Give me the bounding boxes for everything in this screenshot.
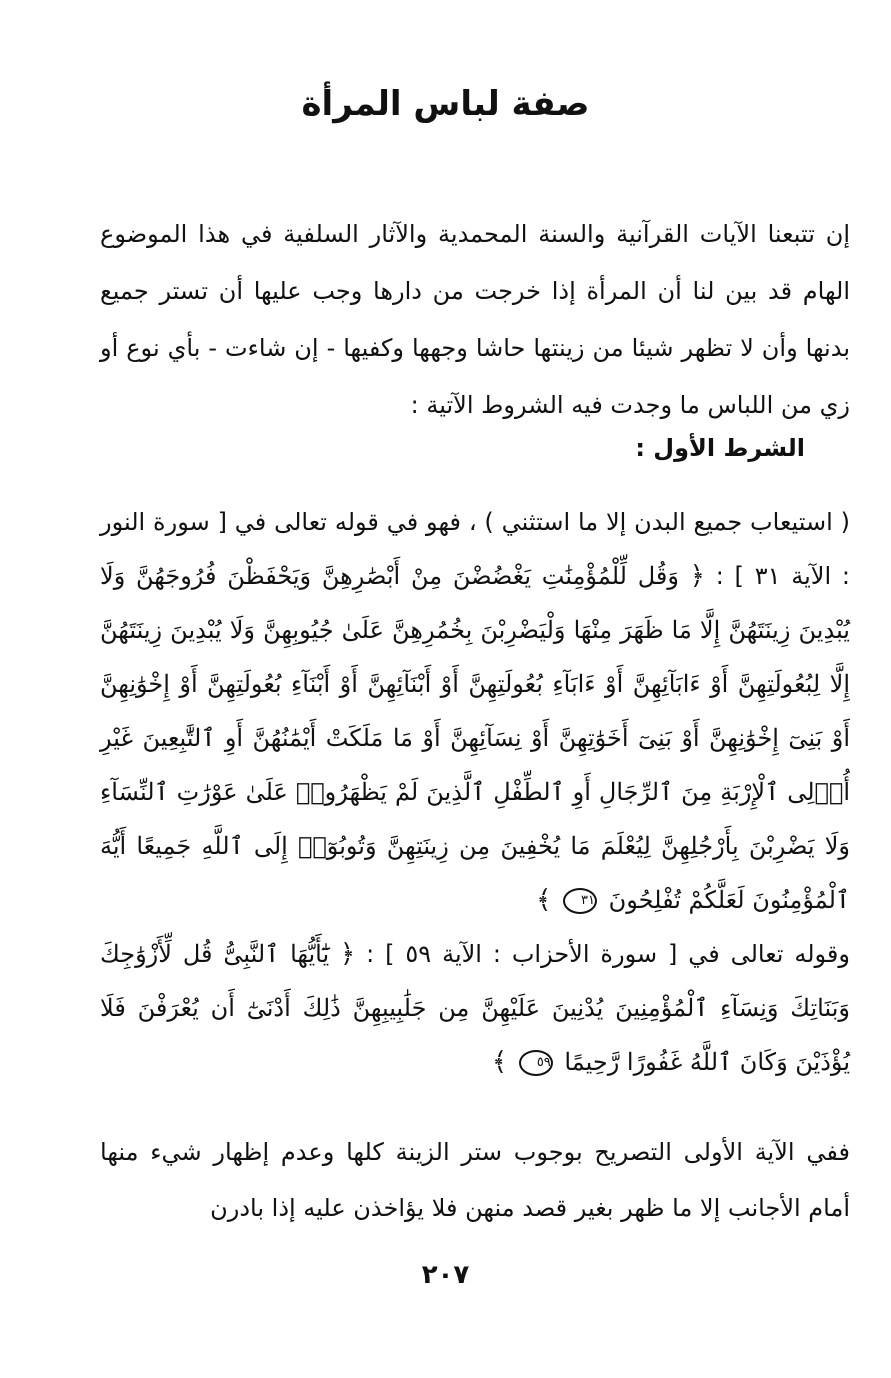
verse2-close-bracket: ﴾ [491, 1047, 508, 1077]
verse2-intro: وقوله تعالى في [ سورة الأحزاب : الآية ٥٩ ] : [366, 940, 850, 968]
verse-open-bracket: ﴿ [689, 561, 705, 591]
verse-an-nur-31: وَقُل لِّلْمُؤْمِنَٰتِ يَغْضُضْنَ مِنْ أَبْصَٰرِهِنَّ وَيَحْفَظْنَ فُرُوجَهُنَّ وَلَا يُبْدِينَ زِينَتَهُنَّ إِلَّا مَا ظَهَرَ مِنْهَا وَلْيَضْرِبْنَ بِخُمُرِهِنَّ عَلَىٰ جُيُوبِهِنَّ وَلَا يُبْدِينَ زِينَتَهُنَّ إِلَّا لِبُعُولَتِهِنَّ أَوْ ءَابَآئِهِنَّ أَوْ ءَابَآءِ بُعُولَتِهِنَّ أَوْ أَبْنَآئِهِنَّ أَوْ أَبْنَآءِ بُعُولَتِهِنَّ أَوْ إِخْوَٰنِهِنَّ أَوْ بَنِىٓ إِخْوَٰنِهِنَّ أَوْ بَنِىٓ أَخَوَٰتِهِنَّ أَوْ نِسَآئِهِنَّ أَوْ مَا مَلَكَتْ أَيْمَٰنُهُنَّ أَوِ ٱلتَّٰبِعِينَ غَيْرِ أُو۟لِى ٱلْإِرْبَةِ مِنَ ٱلرِّجَالِ أَوِ ٱلطِّفْلِ ٱلَّذِينَ لَمْ يَظْهَرُوا۟ عَلَىٰ عَوْرَٰتِ ٱلنِّسَآءِ وَلَا يَضْرِبْنَ بِأَرْجُلِهِنَّ لِيُعْلَمَ مَا يُخْفِينَ مِن زِينَتِهِنَّ وَتُوبُوٓا۟ إِلَى ٱللَّهِ جَمِيعًا أَيُّهَ ٱلْمُؤْمِنُونَ لَعَلَّكُمْ تُفْلِحُونَ [100, 562, 850, 914]
verse2-open-bracket: ﴿ [340, 939, 356, 969]
verse-al-ahzab-59: يَٰٓأَيُّهَا ٱلنَّبِىُّ قُل لِّأَزْوَٰجِكَ وَبَنَاتِكَ وَنِسَآءِ ٱلْمُؤْمِنِينَ يُدْنِينَ عَلَيْهِنَّ مِن جَلَٰبِيبِهِنَّ ذَٰلِكَ أَدْنَىٰٓ أَن يُعْرَفْنَ فَلَا يُؤْذَيْنَ وَكَانَ ٱللَّهُ غَفُورًا رَّحِيمًا [100, 940, 850, 1076]
closing-paragraph: ففي الآية الأولى التصريح بوجوب ستر الزينة كلها وعدم إظهار شيء منها أمام الأجانب إلا ما ظهر بغير قصد منهن فلا يؤاخذن عليه إذا بادرن [100, 1138, 850, 1222]
ayah-number-marker: ٣١ [563, 888, 597, 914]
condition-text: ( استيعاب جميع البدن إلا ما استثني ) ، فهو في قوله تعالى في [ سورة النور : الآية ٣١ ] : [100, 508, 850, 590]
quran-citation-block [100, 495, 850, 1089]
page-number: ٢٠٧ [421, 1260, 470, 1290]
page-title: صفة لباس المرأة [301, 84, 590, 124]
verse-close-bracket: ﴾ [536, 885, 552, 915]
condition-heading: الشرط الأول : [635, 434, 805, 462]
intro-paragraph: إن تتبعنا الآيات القرآنية والسنة المحمدية والآثار السلفية في هذا الموضوع الهام قد بين لنا أن المرأة إذا خرجت من دارها وجب عليها أن تستر جميع بدنها وأن لا تظهر شيئا من زينتها حاشا وجهها وكفيها - إن شاءت - بأي نوع أو زي من اللباس ما وجدت فيه الشروط الآتية : [100, 220, 850, 419]
ayah-number-marker-2: ٥٩ [519, 1050, 553, 1076]
